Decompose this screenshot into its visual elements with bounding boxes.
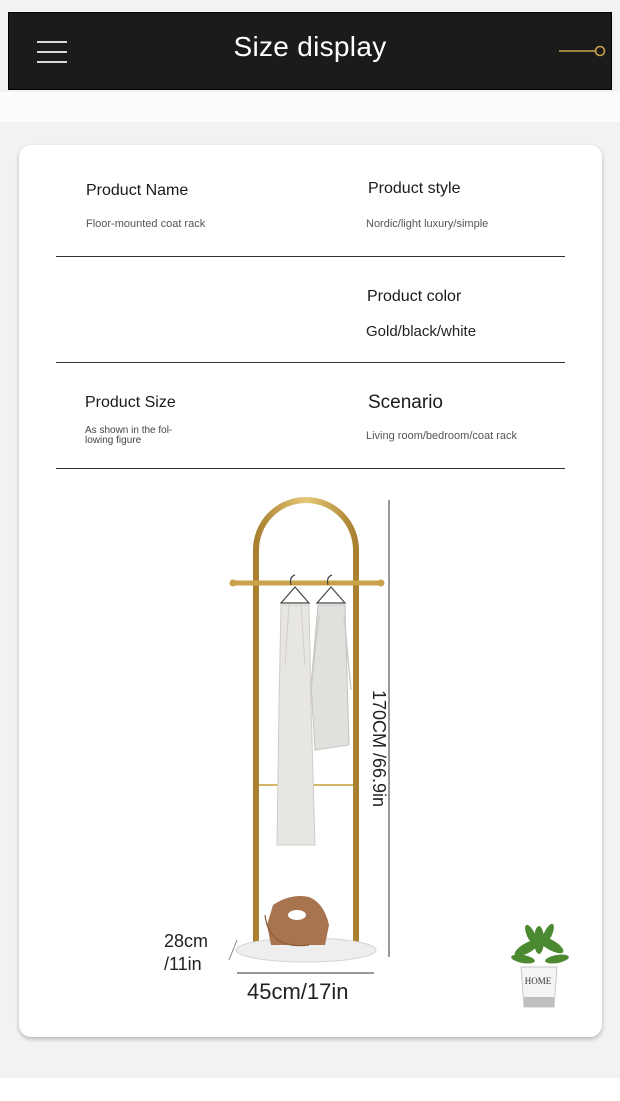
- width-dimension-label: 45cm/17in: [247, 979, 349, 1004]
- depth-dimension-line2: /11in: [164, 954, 202, 974]
- plant-pot-label: HOME: [524, 976, 552, 986]
- product-color-value: Gold/black/white: [366, 323, 477, 340]
- product-style-label: Product style: [368, 180, 461, 197]
- product-style-value: Nordic/light luxury/simple: [366, 218, 489, 230]
- coat-rack-illustration: [19, 145, 602, 1037]
- scenario-value: Living room/bedroom/coat rack: [366, 430, 518, 442]
- plant-pot-decoration: [510, 922, 569, 1007]
- bottom-strip: [0, 1078, 620, 1101]
- product-size-value-line2: lowing figure: [85, 435, 142, 446]
- product-name-value: Floor-mounted coat rack: [86, 218, 206, 230]
- key-icon[interactable]: [557, 43, 607, 59]
- product-color-label: Product color: [367, 288, 462, 305]
- header-bar: [8, 12, 612, 90]
- depth-dimension-label: [164, 930, 208, 976]
- product-size-label: Product Size: [85, 394, 176, 411]
- page-title: Size display: [233, 31, 387, 62]
- spec-card: [19, 145, 602, 1037]
- product-size-value-line1: As shown in the fol-: [85, 425, 173, 436]
- scenario-label: Scenario: [368, 392, 443, 413]
- height-dimension-label: 170CM /66.9in: [369, 690, 389, 808]
- depth-dimension-line1: 28cm: [164, 931, 209, 951]
- product-name-label: Product Name: [86, 182, 189, 199]
- header-separator: [0, 92, 620, 122]
